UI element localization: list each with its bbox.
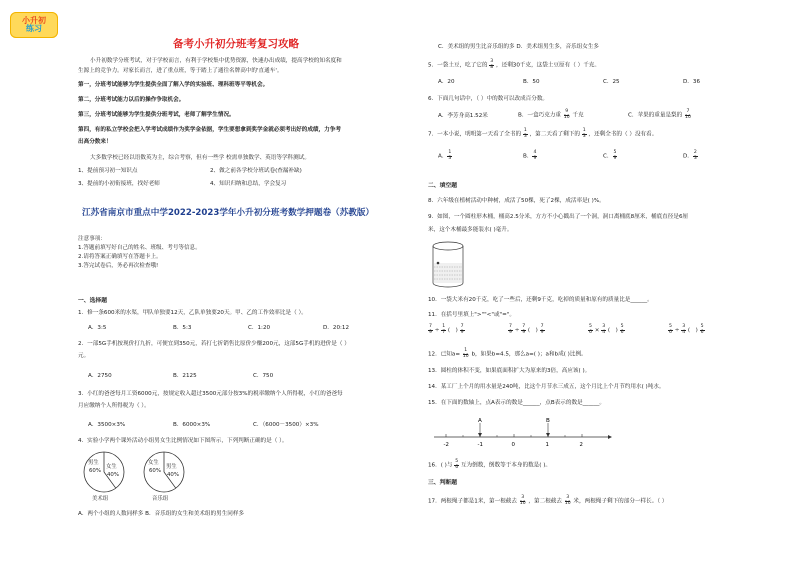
q11-item-3 xyxy=(588,325,625,335)
q11-4-frac-a xyxy=(668,325,673,335)
exam-title: 江苏省南京市重点中学2022-2023学年小升初分班考数学押题卷（苏教版） xyxy=(82,208,375,218)
q3-option-c: C．（6000－3500）×3% xyxy=(253,422,319,428)
pointA-arrow xyxy=(478,433,482,437)
q11-1-a-num: 7 xyxy=(429,324,432,329)
note-3: 3.答完试卷后，务必再次检查哦! xyxy=(78,263,159,269)
q11-4-a-den: 6 xyxy=(669,329,672,335)
q11-1-a-den: 9 xyxy=(429,329,432,335)
q5-frac-num: 3 xyxy=(490,59,494,64)
q17-fraction-1 xyxy=(519,496,527,506)
q11-4-c-num: 5 xyxy=(700,324,704,329)
q11-3-op: × xyxy=(594,327,600,334)
q15-text: 15．在下面的数轴上，点A表示的数是______，点B表示的数是______。 xyxy=(428,400,606,406)
q17-f2-den: 10 xyxy=(564,500,571,506)
bucket-bottom xyxy=(433,283,463,287)
axis-tick-label: 2 xyxy=(579,442,583,448)
q7-text-3: ，还剩全书的（ ）没有看。 xyxy=(588,131,658,138)
pie2-pct-boys: 40% xyxy=(167,472,179,478)
pointB-arrow xyxy=(546,433,550,437)
q11-3-blank: ( ) xyxy=(607,327,618,334)
q11-1-op: ÷ xyxy=(434,327,440,334)
q11-3-a-num: 5 xyxy=(589,324,592,329)
guide-item-4: 第四，有的私立学校会把入学考试成绩作为奖学金依据，学生要想拿到奖学金就必须考出好的成绩，力争考 xyxy=(78,127,341,133)
q5-option-b: B．50 xyxy=(523,79,540,85)
q11-3-c-num: 5 xyxy=(620,324,624,329)
number-line xyxy=(432,415,612,451)
q6-c-fraction xyxy=(684,110,692,120)
q7-option-b xyxy=(523,151,537,161)
q6-text: 6．下面几句话中，（ ）中的数可以改成百分数。 xyxy=(428,96,549,102)
q11-1-frac-a xyxy=(428,325,433,335)
guide-tip-3: 3、提前的小初衔接班，找好老师 xyxy=(78,181,160,187)
q11-3-frac-b xyxy=(601,325,606,335)
q11-1-b-num: 1 xyxy=(442,324,446,329)
q11-3-frac-a xyxy=(588,325,593,335)
q8-text: 8．六年级在植树活动中种树，成活了50棵，死了2棵，成活率是( )%。 xyxy=(428,198,605,204)
q11-text: 11．在括号里填上">""<"或"="。 xyxy=(428,312,515,318)
q7-a-label: A． xyxy=(438,153,448,160)
pie2-caption: 音乐组 xyxy=(152,496,169,502)
q7-b-num: 4 xyxy=(533,150,537,155)
q16-text-1: 16．( )与 xyxy=(428,462,453,469)
q17-fraction-2 xyxy=(564,496,572,506)
axis-tick-label: -2 xyxy=(443,442,449,448)
q11-4-c-den: 6 xyxy=(700,329,704,335)
q11-1-blank: ( ) xyxy=(447,327,458,334)
q7-f2-num: 1 xyxy=(582,128,586,133)
logo-line2: 练习 xyxy=(26,24,42,33)
q7-option-d xyxy=(683,151,698,161)
axis-arrow xyxy=(608,435,612,439)
q7-c-den: 9 xyxy=(613,155,617,161)
q11-1-b-den: 7 xyxy=(442,329,446,335)
axis-tick-label: 0 xyxy=(511,442,515,448)
guide-paragraph1b: 生源上的竞争力。对家长而言，进了重点班，等于踏上了通往名牌高中的'直通车'。 xyxy=(78,68,283,74)
q17-text-3: 米，两根绳子剩下的部分一样长。（ ） xyxy=(573,498,668,505)
q12-fraction xyxy=(462,349,470,359)
q2-option-c: C．750 xyxy=(253,373,274,379)
section-fill: 二、填空题 xyxy=(428,183,457,189)
q6-option-b xyxy=(518,110,584,120)
q3-text: 3．小红的爸爸每月工资6000元，按规定收入超过3500元部分按3%的税率缴纳个人所得税，小红的爸爸每 xyxy=(78,391,343,397)
section-choice: 一、选择题 xyxy=(78,298,107,304)
guide-tip-4: 4、知识归纳和总结，学会复习 xyxy=(210,181,287,187)
q5-text: 5．一袋土豆，吃了它的 xyxy=(428,62,488,69)
q12-line xyxy=(428,349,587,359)
q7-b-label: B． xyxy=(523,153,533,160)
q7-f1-num: 1 xyxy=(523,128,527,133)
q7-b-frac xyxy=(532,151,537,161)
q3-option-b: B．6000×3% xyxy=(173,422,211,428)
q11-3-b-num: 3 xyxy=(602,324,606,329)
q2-option-a: A．2750 xyxy=(88,373,112,379)
q11-item-4 xyxy=(668,325,705,335)
q11-3-c-den: 6 xyxy=(620,329,624,335)
notes-title: 注意事项： xyxy=(78,236,106,242)
q11-3-b-den: 4 xyxy=(602,329,606,335)
q11-1-c-num: 7 xyxy=(460,324,464,329)
guide-item-1: 第一，分班考试能够为学生提供全面了解入学的实验班、理科班等平等机会。 xyxy=(78,82,269,88)
q11-2-frac-b xyxy=(521,325,526,335)
q17-f2-num: 3 xyxy=(566,495,570,500)
pie1-caption: 美术组 xyxy=(92,496,109,502)
q16-text-2: 互为倒数，倒数等于本身的数是( )。 xyxy=(460,462,552,469)
q6-option-c xyxy=(628,110,692,120)
note-2: 2.请将答案正确填写在答题卡上。 xyxy=(78,254,162,260)
pie1-label-boys: 男生 xyxy=(88,460,99,466)
q11-4-frac-b xyxy=(681,325,686,335)
q7-d-num: 2 xyxy=(693,150,697,155)
axis-ticks xyxy=(444,434,583,448)
guide-item-5: 出高分数来！ xyxy=(78,139,112,145)
note-1: 1.答题前填写好自己的姓名、班级、考号等信息。 xyxy=(78,245,201,251)
q11-2-op: ÷ xyxy=(514,327,520,334)
q7-option-a xyxy=(438,151,452,161)
axis-tick-label: -1 xyxy=(477,442,483,448)
q4-option-ab: A．两个小组的人数同样多 B．音乐组的女生和美术组的男生同样多 xyxy=(78,511,245,517)
pie2-label-boys: 男生 xyxy=(166,464,177,470)
q11-item-2 xyxy=(508,325,545,335)
q9-text-b: 米，这个木桶最多能装水( )毫升。 xyxy=(428,227,513,233)
q7-d-label: D． xyxy=(683,153,693,160)
q5-line xyxy=(428,60,600,70)
q11-4-b-den: 4 xyxy=(682,329,686,335)
pie1-label-girls: 女生 xyxy=(106,464,117,470)
q1-text: 1．修一条600米的水渠，甲队单独要12天，乙队单独要20天。甲、乙的工作效率比是（ ）。 xyxy=(78,310,307,316)
q17-f1-den: 10 xyxy=(519,500,526,506)
q7-d-frac xyxy=(693,151,698,161)
q2-option-b: B．2125 xyxy=(173,373,197,379)
q7-line xyxy=(428,129,657,139)
q7-option-c xyxy=(603,151,617,161)
q12-frac-num: 1 xyxy=(464,348,468,353)
q7-c-num: 5 xyxy=(613,150,617,155)
q1-option-a: A．3:5 xyxy=(88,325,107,331)
q11-2-c-num: 7 xyxy=(540,324,544,329)
q3-text-b: 月应缴纳个人所得税为（ ）。 xyxy=(78,403,150,409)
q17-text-2: ，第二根截去 xyxy=(528,498,562,505)
guide-item-3: 第三，分班考试能够为学生提供分班考试，老师了解学生情况。 xyxy=(78,112,235,118)
q12-text-1: 12．已知a= xyxy=(428,351,461,358)
q7-c-label: C． xyxy=(603,153,613,160)
q6-option-c-text: C．苹果的重量是梨的 xyxy=(628,112,683,119)
q11-2-b-den: 9 xyxy=(522,329,526,335)
q5-option-c: C．25 xyxy=(603,79,620,85)
q6-c-frac-den: 10 xyxy=(685,114,691,120)
brand-logo xyxy=(10,12,58,38)
guide-paragraph1: 小升初数学分班考试，对于学校而言，有利于学校集中优势资源，快速办出成绩，提高学校的知名度和 xyxy=(90,58,342,64)
q7-a-frac xyxy=(447,151,452,161)
bucket-hole xyxy=(437,262,440,265)
q11-2-b-num: 7 xyxy=(522,324,526,329)
q11-2-a-den: 9 xyxy=(509,329,512,335)
q1-option-b: B．5:3 xyxy=(173,325,192,331)
axis-tick-label: 1 xyxy=(545,442,549,448)
q11-2-frac-c xyxy=(540,325,545,335)
bucket-water xyxy=(434,263,462,283)
logo-line1: 小升初 xyxy=(22,16,46,25)
q6-option-b-text: B．一盒巧克力重 xyxy=(518,112,561,119)
q17-line xyxy=(428,496,668,506)
pie1-pct-girls: 40% xyxy=(107,472,119,478)
q7-text-2: ，第二天看了剩下的 xyxy=(529,131,580,138)
q6-b-frac-num: 9 xyxy=(565,109,569,114)
section-judge: 三、判断题 xyxy=(428,480,457,486)
q7-fraction-1 xyxy=(523,129,528,139)
guide-tip-2: 2、做之前各学校分班试卷(查漏补缺) xyxy=(210,168,302,174)
q5-text-b: ，还剩30千克，这袋土豆原有（ ）千克。 xyxy=(496,62,600,69)
q6-option-a: A．李芳身高1.52米 xyxy=(438,113,488,119)
q10-text: 10．一袋大米有20千克，吃了一些后，还剩9千克，吃掉的质量和原有的质量比是______。 xyxy=(428,297,653,303)
q7-a-num: 1 xyxy=(448,150,452,155)
q7-a-den: 3 xyxy=(448,155,452,161)
q5-option-a: A．20 xyxy=(438,79,455,85)
q11-2-frac-a xyxy=(508,325,513,335)
q16-frac-num: 5 xyxy=(455,459,459,464)
q11-item-1 xyxy=(428,325,465,335)
q6-c-frac-num: 7 xyxy=(686,109,690,114)
q7-fraction-2 xyxy=(582,129,587,139)
q6-option-b-unit: 千克 xyxy=(572,112,584,119)
q11-1-frac-c xyxy=(460,325,465,335)
pie1-pct-boys: 60% xyxy=(89,468,101,474)
q7-b-den: 9 xyxy=(533,155,537,161)
q11-3-a-den: 6 xyxy=(589,329,592,335)
pie2-pct-girls: 60% xyxy=(149,468,161,474)
q7-f2-den: 3 xyxy=(582,133,586,139)
q11-2-blank: ( ) xyxy=(527,327,538,334)
bucket-top xyxy=(433,242,463,250)
pointB-label: B xyxy=(546,418,550,424)
q14-text: 14．某工厂上个月的用水量是240吨，比这个月节水三成五，这个月比上个月节约用水( )吨水。 xyxy=(428,384,665,390)
q9-text: 9．如图，一个圆柱形木桶，桶高2.5分米，方方不小心戳出了一个洞，洞口离桶底8厘米，桶底直径是6厘 xyxy=(428,214,689,220)
guide-paragraph2: 大多数学校已经以语数英为主，综合考察，但有一些学 校需单独数学、英语等学科测试。 xyxy=(90,155,310,161)
q11-2-a-num: 7 xyxy=(509,324,512,329)
q11-1-frac-b xyxy=(441,325,446,335)
q2-text-b: 元。 xyxy=(78,353,90,359)
q16-line xyxy=(428,460,551,470)
q5-fraction xyxy=(489,60,494,70)
q12-frac-den: 10 xyxy=(462,353,469,359)
q16-frac-den: 6 xyxy=(455,464,459,470)
q7-f1-den: 3 xyxy=(523,133,527,139)
q11-4-b-num: 3 xyxy=(682,324,686,329)
q11-3-frac-c xyxy=(620,325,625,335)
q11-4-a-num: 5 xyxy=(669,324,672,329)
q1-option-c: C．1:20 xyxy=(248,325,271,331)
q16-fraction xyxy=(454,460,459,470)
q5-frac-den: 8 xyxy=(490,64,494,70)
q13-text: 13．圆柱的体积不变，如果底面积扩大为原来的3倍，高应该( )。 xyxy=(428,368,591,374)
q7-c-frac xyxy=(613,151,618,161)
q11-4-op: ÷ xyxy=(674,327,680,334)
q4-option-cd: C．美术组的男生比音乐组的多 D．美术组男生多，音乐组女生多 xyxy=(438,44,600,50)
q6-b-frac-den: 10 xyxy=(563,114,570,120)
pie2-label-girls: 女生 xyxy=(148,460,159,466)
guide-title: 备考小升初分班考复习攻略 xyxy=(173,38,299,50)
q1-option-d: D．20:12 xyxy=(323,325,350,331)
q12-text-2: b，如果b=4.5，那么a=( )；a和b成( )比例。 xyxy=(471,351,587,358)
q17-f1-num: 3 xyxy=(521,495,525,500)
pointA-label: A xyxy=(478,418,482,424)
q3-option-a: A．3500×3% xyxy=(88,422,126,428)
q7-d-den: 3 xyxy=(693,155,697,161)
bucket-figure xyxy=(430,241,466,291)
guide-item-2: 第二，分班考试能力以后的操作争取机会。 xyxy=(78,97,185,103)
q17-text-1: 17．两根绳子都是1米，第一根截去 xyxy=(428,498,517,505)
q4-text: 4．实验小学两个课外活动小组男女生比例情况如下图所示，下列判断正确的是（ ）。 xyxy=(78,438,288,444)
q11-4-frac-c xyxy=(700,325,705,335)
q7-text-1: 7．一本小说，明明第一天看了全书的 xyxy=(428,131,522,138)
q11-4-blank: ( ) xyxy=(687,327,698,334)
q2-text: 2．一部5G手机按现价打九折，可便宜到350元，若打七折销售比原价少赚200元，这部5G手机的进价是（ ） xyxy=(78,341,350,347)
q5-option-d: D．36 xyxy=(683,79,701,85)
guide-tip-1: 1、提前预习初一知识点 xyxy=(78,168,138,174)
q6-b-fraction xyxy=(563,110,571,120)
q11-1-c-den: 9 xyxy=(460,329,464,335)
q11-2-c-den: 9 xyxy=(540,329,544,335)
